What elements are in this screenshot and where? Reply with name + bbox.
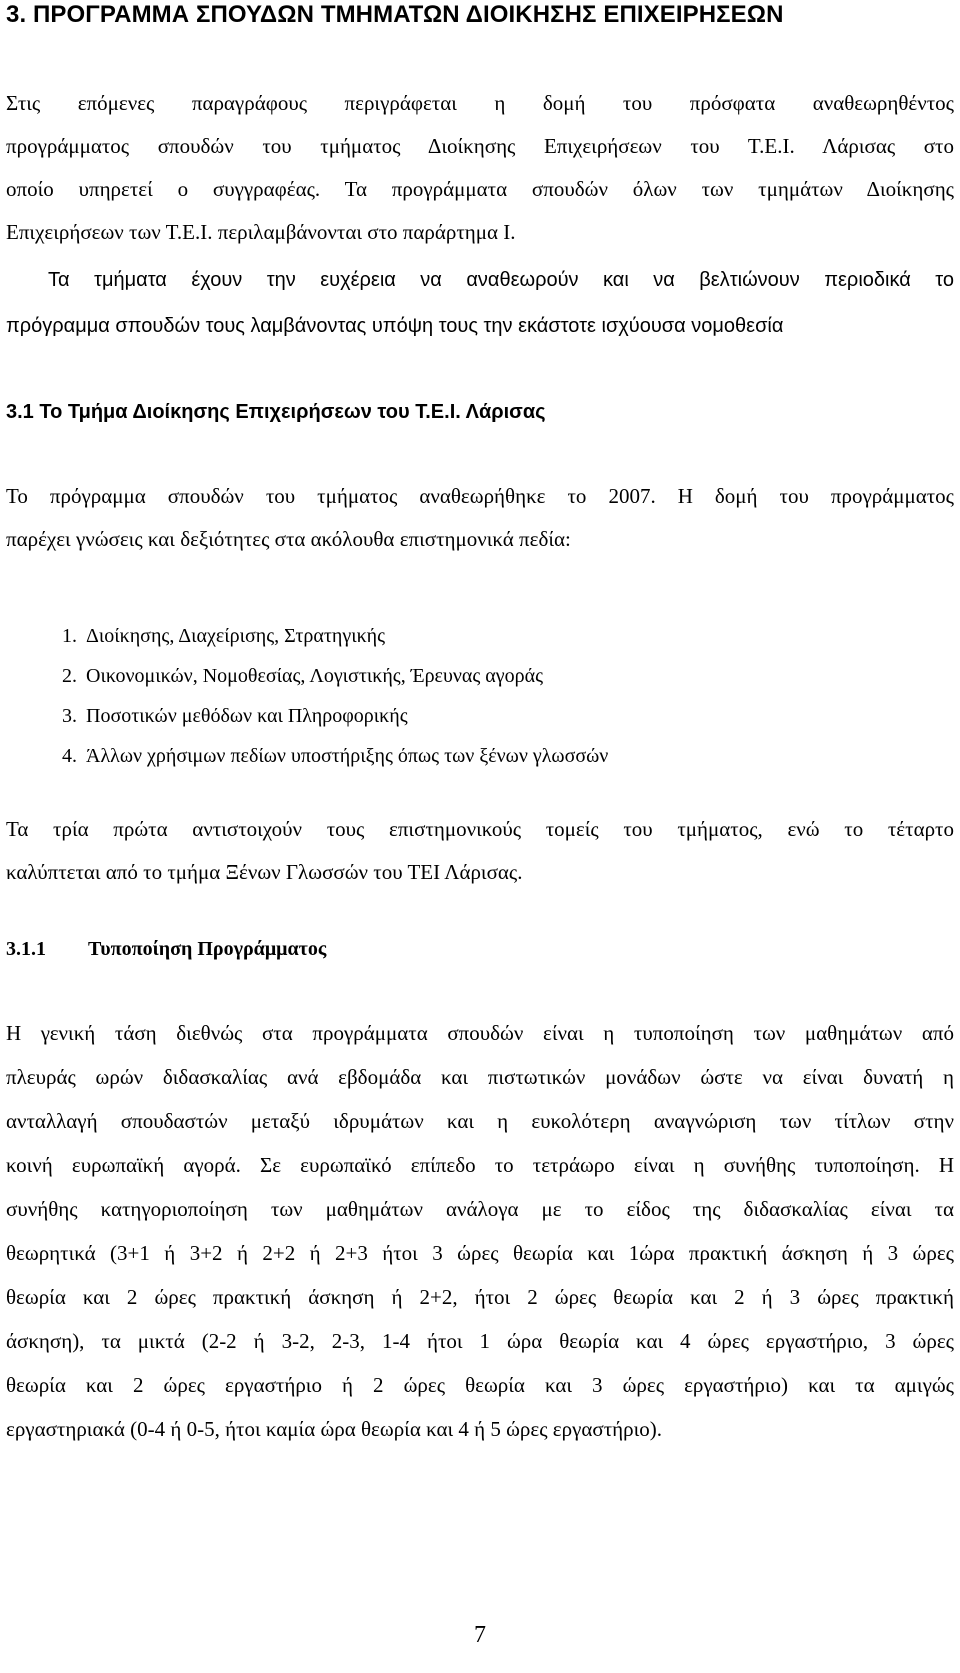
closing-paragraph [6,808,954,894]
closing-line: Τα τρία πρώτα αντιστοιχούν τους επιστημονικούς τομείς του τμήματος, ενώ το τέταρτο [6,817,954,841]
section-number: 3.1.1 [6,938,46,960]
standardization-paragraph [6,1011,954,1451]
list-item [62,616,608,656]
closing-line: καλύπτεται από το τμήμα Ξένων Γλωσσών του ΤΕΙ Λάρισας. [6,860,523,884]
paragraph-line: θεωρητικά (3+1 ή 3+2 ή 2+2 ή 2+3 ήτοι 3 ώρες θεωρία και 1ώρα πρακτική άσκηση ή 3 ώρες [6,1241,954,1265]
list-item-text: Άλλων χρήσιμων πεδίων υποστήριξης όπως των ξένων γλωσσών [86,745,609,767]
list-item-number: 1. [62,625,77,647]
section-title: Τυποποίηση Προγράμματος [88,938,327,960]
paragraph-line: συνήθης κατηγοριοποίηση των μαθημάτων ανάλογα με το είδος της διδασκαλίας είναι τα [6,1197,954,1221]
list-item [62,736,608,776]
revision-line: πρόγραμμα σπουδών τους λαμβάνοντας υπόψη τους την εκάστοτε ισχύουσα νομοθεσία [6,315,784,337]
section-3-1-line: Το πρόγραμμα σπουδών του τμήματος αναθεωρήθηκε το 2007. Η δομή του προγράμματος [6,484,954,508]
revision-paragraph [6,257,954,349]
intro-line: προγράμματος σπουδών του τμήματος Διοίκησης Επιχειρήσεων του Τ.Ε.Ι. Λάρισας στο [6,134,954,158]
paragraph-line: Η γενική τάση διεθνώς στα προγράμματα σπουδών είναι η τυποποίηση των μαθημάτων από [6,1021,954,1045]
list-item [62,656,608,696]
list-item-text: Οικονομικών, Νομοθεσίας, Λογιστικής, Έρευνας αγοράς [86,665,543,687]
paragraph-line: ανταλλαγή σπουδαστών μεταξύ ιδρυμάτων και η ευκολότερη αναγνώριση των τίτλων στην [6,1109,954,1133]
paragraph-line: κοινή ευρωπαϊκή αγορά. Σε ευρωπαϊκό επίπεδο το τετράωρο είναι η συνήθης τυποποίηση. Η [6,1153,954,1177]
list-item [62,696,608,736]
paragraph-line: θεωρία και 2 ώρες εργαστήριο ή 2 ώρες θεωρία και 3 ώρες εργαστήριο) και τα αμιγώς [6,1373,954,1397]
paragraph-line: άσκηση), τα μικτά (2-2 ή 3-2, 2-3, 1-4 ήτοι 1 ώρα θεωρία και 4 ώρες εργαστήριο, 3 ώρες [6,1329,954,1353]
section-3-1-paragraph [6,475,954,561]
fields-list [62,616,608,776]
page-number: 7 [474,1622,486,1648]
section-3-1-line: παρέχει γνώσεις και δεξιότητες στα ακόλουθα επιστημονικά πεδία: [6,527,571,551]
list-item-number: 2. [62,665,77,687]
intro-line: Επιχειρήσεων των Τ.Ε.Ι. περιλαμβάνονται στο παράρτημα Ι. [6,220,516,244]
intro-paragraph [6,82,954,254]
paragraph-line: πλευράς ωρών διδασκαλίας ανά εβδομάδα και πιστωτικών μονάδων ώστε να είναι δυνατή η [6,1065,954,1089]
list-item-number: 4. [62,745,77,767]
list-item-text: Διοίκησης, Διαχείρισης, Στρατηγικής [86,625,386,647]
list-item-text: Ποσοτικών μεθόδων και Πληροφορικής [86,705,408,727]
chapter-heading: 3. ΠΡΟΓΡΑΜΜΑ ΣΠΟΥΔΩΝ ΤΜΗΜΑΤΩΝ ΔΙΟΙΚΗΣΗΣ ΕΠΙΧΕΙΡΗΣΕΩΝ [6,1,784,28]
section-3-1-1-heading [6,935,326,963]
section-3-1-heading: 3.1 Το Τμήμα Διοίκησης Επιχειρήσεων του Τ.Ε.Ι. Λάρισας [6,401,546,423]
intro-line: Στις επόμενες παραγράφους περιγράφεται η δομή του πρόσφατα αναθεωρηθέντος [6,91,954,115]
list-item-number: 3. [62,705,77,727]
intro-line: οποίο υπηρετεί ο συγγραφέας. Τα προγράμματα σπουδών όλων των τμημάτων Διοίκησης [6,177,954,201]
revision-line: Τα τμήματα έχουν την ευχέρεια να αναθεωρούν και να βελτιώνουν περιοδικά το [48,269,954,291]
paragraph-line: εργαστηριακά (0-4 ή 0-5, ήτοι καμία ώρα θεωρία και 4 ή 5 ώρες εργαστήριο). [6,1417,662,1441]
paragraph-line: θεωρία και 2 ώρες πρακτική άσκηση ή 2+2, ήτοι 2 ώρες θεωρία και 2 ή 3 ώρες πρακτική [6,1285,954,1309]
